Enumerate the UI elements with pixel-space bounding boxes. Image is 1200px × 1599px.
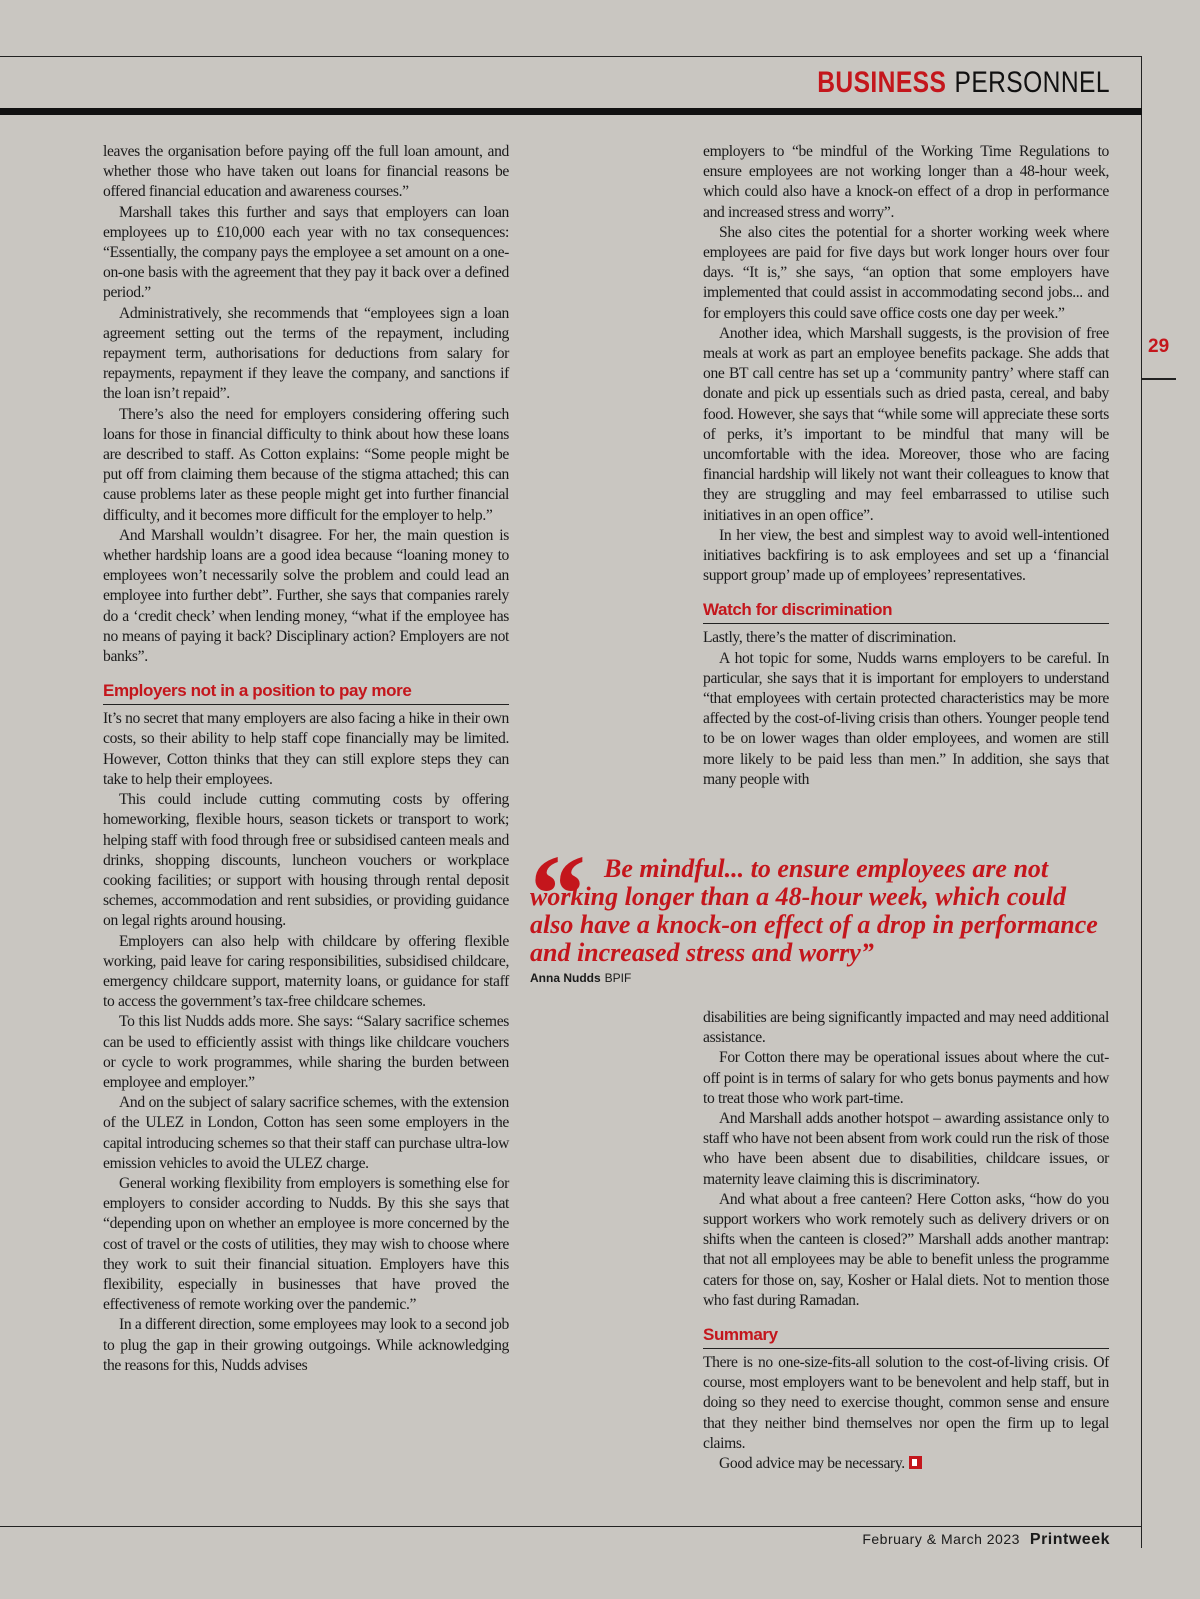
- body-paragraph: And what about a free canteen? Here Cotton asks, “how do you support workers who work remotely such as delivery drivers or on shifts when the canteen is closed?” Marshall adds another mantrap: that not all employees may be able to benefit unless the programme caters for those on, say, Kosher or Halal diets. Not to mention those who fast during Ramadan.: [703, 1190, 1109, 1309]
- pull-quote-text: Be mindful... to ensure employees are not working longer than a 48-hour week, which could also have a knock-on effect of a drop in performance and increased stress and worry”: [530, 854, 1098, 967]
- body-paragraph: Another idea, which Marshall suggests, is the provision of free meals at work as part an employee benefits package. She adds that one BT call centre has set up a ‘community pantry’ where staff can donate and pick up essentials such as dried pasta, cereal, and baby food. However, she says that “while some will appreciate these sorts of perks, it’s important to be mindful that many will be uncomfortable with the idea. Moreover, those who are facing financial hardship will likely not want their colleagues to know that they are struggling and may feel embarrassed to utilise such initiatives in an open office”.: [703, 324, 1109, 524]
- body-paragraph: A hot topic for some, Nudds warns employers to be careful. In particular, she says that it is important for employers to understand “that employees with certain protected characteristics may be more affected by the cost-of-living crisis than others. Younger people tend to be on lower wages than older employees, and women are still more likely to be paid less than men.” In addition, she says that many people with: [703, 649, 1109, 788]
- body-paragraph: To this list Nudds adds more. She says: “Salary sacrifice schemes can be used to efficiently assist with things like childcare vouchers or cycle to work programmes, while sharing the burden between employee and employer.”: [103, 1013, 509, 1091]
- header-bar: [0, 108, 1142, 115]
- body-paragraph: Lastly, there’s the matter of discrimination.: [703, 629, 957, 647]
- pull-quote-name: Anna Nudds: [530, 971, 601, 985]
- right-column-bottom: [703, 1008, 1109, 1474]
- subheading-summary: Summary: [703, 1325, 1109, 1349]
- pull-quote: [530, 833, 1110, 985]
- body-paragraph: Employers can also help with childcare by offering flexible working, paid leave for caring responsibilities, subsidised childcare, emergency childcare support, maternity loans, or guidance for staff to access the government’s tax-free childcare schemes.: [103, 932, 509, 1011]
- body-paragraph: employers to “be mindful of the Working Time Regulations to ensure employees are not working longer than a 48-hour week, which could also have a knock-on effect of a drop in performance and increased stress and worry”.: [703, 143, 1109, 221]
- section-label-business: BUSINESS: [817, 66, 947, 99]
- body-paragraph: Administratively, she recommends that “employees sign a loan agreement setting out the terms of the repayment, including repayment term, authorisations for deductions from salary for repayments, repayment if they leave the company, and sanctions if the loan isn’t repaid”.: [103, 304, 509, 403]
- quote-mark-icon: “: [530, 833, 586, 957]
- body-paragraph: This could include cutting commuting costs by offering homeworking, flexible hours, season tickets or transport to work; helping staff with food through free or subsidised canteen meals and drinks, shopping discounts, luncheon vouchers or workplace cooking facilities; or support with housing through rental deposit schemes, accommodation and rent subsidies, or providing guidance on legal rights around housing.: [103, 791, 509, 930]
- page-edge-rule: [1141, 56, 1142, 1548]
- subheading-employers-not-in-position: Employers not in a position to pay more: [103, 681, 509, 705]
- footer: [862, 1531, 1110, 1549]
- body-paragraph: There’s also the need for employers considering offering such loans for those in financial difficulty to think about how these loans are described to staff. As Cotton explains: “Some people might be put off from claiming them because of the stigma attached; this can cause problems later as these people might get into further financial difficulty, and it becomes more difficult for the employer to help.”: [103, 405, 509, 524]
- publication-brand: Printweek: [1029, 1531, 1110, 1548]
- body-paragraph: leaves the organisation before paying off the full loan amount, and whether those who have taken out loans for financial reasons be offered financial education and awareness courses.”: [103, 143, 509, 201]
- pull-quote-attribution: [530, 971, 1110, 985]
- body-paragraph: She also cites the potential for a shorter working week where employees are paid for five days but work longer hours over four days. “It is,” she says, “an option that some employers have implemented that could assist in accommodating second jobs... and for employers this could save office costs one day per week.”: [703, 223, 1109, 322]
- footer-rule: [0, 1526, 1142, 1527]
- body-paragraph: And Marshall adds another hotspot – awarding assistance only to staff who have not been absent from work could run the risk of those who have been absent due to disabilities, childcare issues, or maternity leave claiming this is discriminatory.: [703, 1110, 1109, 1188]
- pull-quote-org: BPIF: [604, 971, 632, 985]
- page-number: 29: [1148, 336, 1170, 357]
- body-paragraph: It’s no secret that many employers are also facing a hike in their own costs, so their ability to help staff cope financially may be limited. However, Cotton thinks that they can still explore steps they can take to help their employees.: [103, 710, 509, 788]
- left-column: [103, 142, 509, 1376]
- body-paragraph: disabilities are being significantly impacted and may need additional assistance.: [703, 1009, 1109, 1047]
- body-paragraph: And Marshall wouldn’t disagree. For her, the main question is whether hardship loans are a good idea because “loaning money to employees won’t necessarily solve the problem and could lead an employee into further debt”. Further, she says that companies rarely do a ‘credit check’ when lending money, “what if the employee has no means of paying it back? Disciplinary action? Employers are not banks”.: [103, 526, 509, 666]
- body-paragraph: In her view, the best and simplest way to avoid well-intentioned initiatives backfiring is to ask employees and set up a ‘financial support group’ made up of employees’ representatives.: [703, 526, 1109, 585]
- right-column-top: [703, 142, 1109, 790]
- body-paragraph: General working flexibility from employers is something else for employers to consider according to Nudds. By this she says that “depending upon on whether an employee is more concerned by the cost of travel or the costs of utilities, they may wish to choose where they work to suit their financial situation. Employers have this flexibility, especially in businesses that have proved the effectiveness of remote working over the pandemic.”: [103, 1174, 509, 1314]
- issue-date: February & March 2023: [862, 1531, 1020, 1547]
- section-label-personnel: PERSONNEL: [954, 66, 1110, 99]
- final-sentence: Good advice may be necessary.: [719, 1455, 905, 1473]
- body-paragraph: Marshall takes this further and says that employers can loan employees up to £10,000 each year with no tax consequences: “Essentially, the company pays the employee a set amount on a one-on-one basis with the agreement that they pay it back over a defined period.”: [103, 203, 509, 302]
- end-mark-icon: [909, 1456, 922, 1469]
- page-number-rule: [1142, 378, 1176, 380]
- section-label: [817, 66, 1110, 100]
- body-paragraph: In a different direction, some employees may look to a second job to plug the gap in their growing outgoings. While acknowledging the reasons for this, Nudds advises: [103, 1316, 509, 1374]
- top-rule: [0, 56, 1142, 57]
- body-paragraph: And on the subject of salary sacrifice schemes, with the extension of the ULEZ in London, Cotton has seen some employers in the capital introducing schemes so that their staff can purchase ultra-low emission vehicles to avoid the ULEZ charge.: [103, 1094, 509, 1172]
- body-paragraph: There is no one-size-fits-all solution to the cost-of-living crisis. Of course, most employers want to be benevolent and help staff, but in doing so they need to exercise thought, common sense and ensure that they neither bind themselves nor open the firm up to legal claims.: [703, 1354, 1109, 1452]
- body-paragraph-final: [703, 1454, 1109, 1474]
- subheading-watch-for-discrimination: Watch for discrimination: [703, 600, 1109, 624]
- body-paragraph: For Cotton there may be operational issues about where the cut-off point is in terms of salary for who gets bonus payments and how to treat those who work part-time.: [703, 1049, 1109, 1107]
